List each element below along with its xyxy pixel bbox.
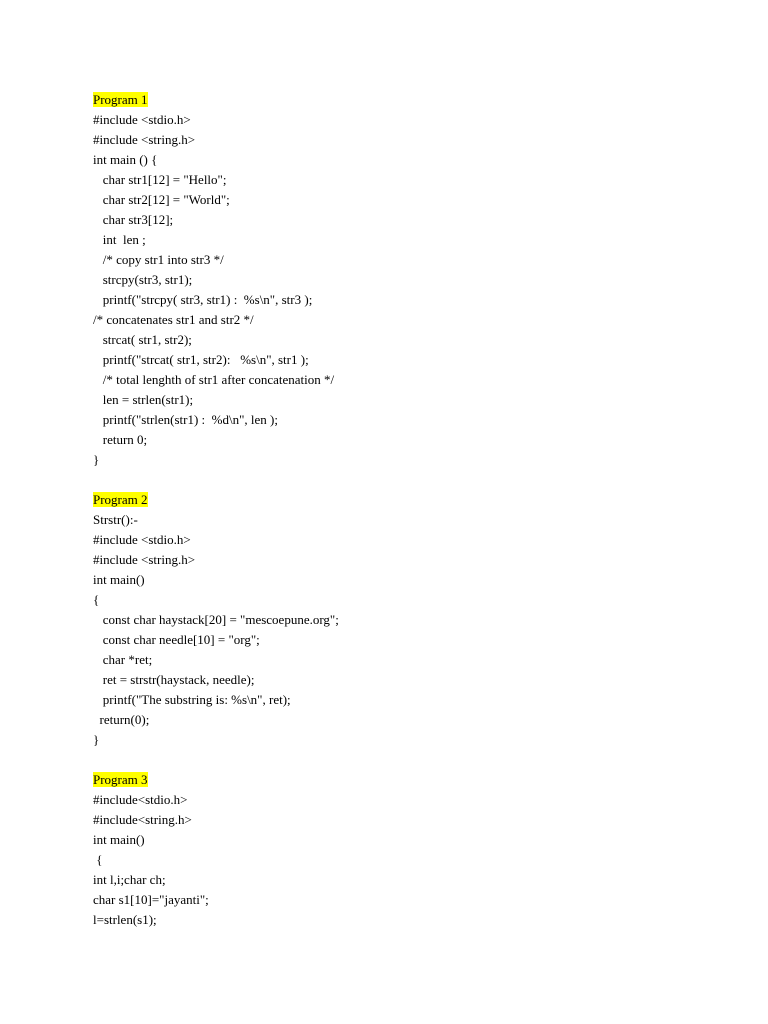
program-1-section (93, 90, 733, 470)
code-line: ret = strstr(haystack, needle); (93, 672, 255, 687)
code-line: /* copy str1 into str3 */ (93, 252, 224, 267)
code-line: len = strlen(str1); (93, 392, 194, 407)
code-line: int len ; (93, 232, 146, 247)
code-line: const char haystack[20] = "mescoepune.org"; (93, 612, 339, 627)
program-2-section (93, 490, 733, 750)
code-line: strcat( str1, str2); (93, 332, 192, 347)
code-line: #include <string.h> (93, 552, 196, 567)
code-line: char s1[10]="jayanti"; (93, 892, 209, 907)
code-line: } (93, 732, 100, 747)
code-line: printf("strlen(str1) : %d\n", len ); (93, 412, 278, 427)
code-line: Strstr():- (93, 512, 138, 527)
code-line: char str3[12]; (93, 212, 174, 227)
program-3-section (93, 770, 733, 930)
code-line: l=strlen(s1); (93, 912, 157, 927)
code-line: char *ret; (93, 652, 153, 667)
code-line: } (93, 452, 100, 467)
blank-line (93, 750, 733, 770)
code-line: int l,i;char ch; (93, 872, 166, 887)
document-content (93, 90, 733, 930)
code-line: /* concatenates str1 and str2 */ (93, 312, 254, 327)
code-line: { (93, 592, 100, 607)
code-line: int main () { (93, 152, 158, 167)
code-line: strcpy(str3, str1); (93, 272, 193, 287)
code-line: #include<stdio.h> (93, 792, 188, 807)
code-line: return 0; (93, 432, 148, 447)
code-line: #include <stdio.h> (93, 112, 191, 127)
program-heading: Program 1 (93, 92, 148, 107)
code-line: { (93, 852, 103, 867)
program-heading: Program 2 (93, 492, 148, 507)
code-line: const char needle[10] = "org"; (93, 632, 260, 647)
blank-line (93, 470, 733, 490)
code-line: int main() (93, 572, 145, 587)
code-line: char str2[12] = "World"; (93, 192, 230, 207)
code-line: printf("The substring is: %s\n", ret); (93, 692, 291, 707)
code-line: printf("strcpy( str3, str1) : %s\n", str3 ); (93, 292, 313, 307)
code-line: int main() (93, 832, 145, 847)
code-line: #include <string.h> (93, 132, 196, 147)
code-line: #include<string.h> (93, 812, 192, 827)
code-line: printf("strcat( str1, str2): %s\n", str1 ); (93, 352, 309, 367)
code-line: char str1[12] = "Hello"; (93, 172, 227, 187)
code-line: return(0); (93, 712, 150, 727)
program-heading: Program 3 (93, 772, 148, 787)
code-line: #include <stdio.h> (93, 532, 191, 547)
code-line: /* total lenghth of str1 after concatenation */ (93, 372, 335, 387)
